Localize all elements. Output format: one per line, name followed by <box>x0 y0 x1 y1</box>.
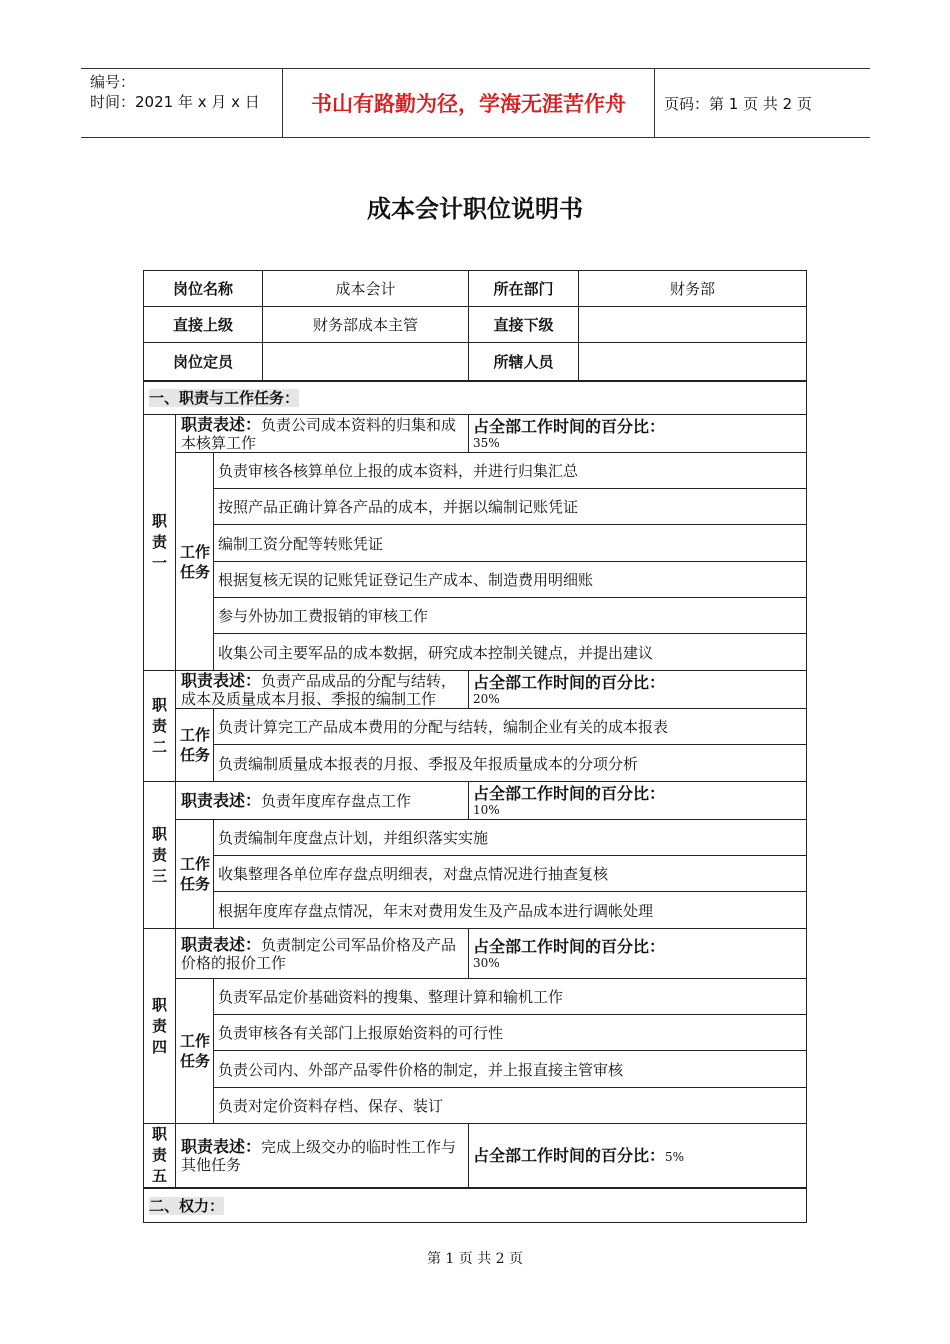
post-name-value: 成本会计 <box>263 271 469 307</box>
pct-value: 20% <box>473 691 500 706</box>
duty-desc-text: 负责制定公司军品价格及产品价格的报价工作 <box>181 935 457 972</box>
duty-1-name <box>144 415 176 671</box>
task-row <box>144 1015 807 1051</box>
task-item: 编制工资分配等转账凭证 <box>214 525 807 562</box>
task-item: 收集整理各单位库存盘点明细表，对盘点情况进行抽查复核 <box>214 856 807 892</box>
section-row <box>144 381 807 415</box>
duty-4-desc <box>176 929 469 979</box>
tasks-label <box>176 453 214 671</box>
document-title: 成本会计职位说明书 <box>367 195 583 223</box>
task-row <box>144 453 807 489</box>
task-item: 负责公司内、外部产品零件价格的制定，并上报直接主管审核 <box>214 1051 807 1088</box>
task-item: 按照产品正确计算各产品的成本，并据以编制记账凭证 <box>214 489 807 525</box>
duty-2-desc <box>176 671 469 709</box>
duty-3-desc <box>176 782 469 820</box>
tasks-label-text: 工作任务 <box>179 726 210 764</box>
dept-label: 所在部门 <box>469 271 579 307</box>
pct-value: 10% <box>473 802 500 817</box>
page-footer: 第 1 页 共 2 页 <box>426 1251 524 1267</box>
task-item: 负责军品定价基础资料的搜集、整理计算和输机工作 <box>214 979 807 1015</box>
desc-label: 职责表述： <box>181 414 262 434</box>
subordinate-value <box>579 307 807 343</box>
job-description-table <box>143 270 807 1223</box>
pct-label: 占全部工作时间的百分比： <box>473 672 666 692</box>
info-row <box>144 271 807 307</box>
duty-5-name <box>144 1124 176 1189</box>
duty-3-label: 职责三 <box>151 824 167 885</box>
task-item: 根据年度库存盘点情况，年末对费用发生及产品成本进行调帐处理 <box>214 892 807 929</box>
quota-label: 岗位定员 <box>144 343 263 381</box>
task-row <box>144 745 807 782</box>
subordinate-label: 直接下级 <box>469 307 579 343</box>
task-row <box>144 1051 807 1088</box>
task-row <box>144 525 807 562</box>
dept-value: 财务部 <box>579 271 807 307</box>
task-item: 根据复核无误的记账凭证登记生产成本、制造费用明细账 <box>214 562 807 598</box>
section-2-heading: 二、权力： <box>149 1196 225 1215</box>
task-row <box>144 892 807 929</box>
pct-label: 占全部工作时间的百分比： <box>473 783 666 803</box>
section-1-heading: 一、职责与工作任务： <box>149 389 300 408</box>
duty-2-pct <box>469 671 807 709</box>
task-row <box>144 856 807 892</box>
pct-value: 5% <box>665 1149 685 1164</box>
tasks-label <box>176 979 214 1124</box>
task-item: 收集公司主要军品的成本数据，研究成本控制关键点，并提出建议 <box>214 634 807 671</box>
task-row <box>144 820 807 856</box>
duty-desc-text: 负责年度库存盘点工作 <box>261 791 412 810</box>
task-item: 负责计算完工产品成本费用的分配与结转，编制企业有关的成本报表 <box>214 709 807 745</box>
desc-label: 职责表述： <box>181 670 262 690</box>
time-label: 时间：2021 年 x 月 x 日 <box>90 93 260 111</box>
duty-1-desc <box>176 415 469 453</box>
superior-label: 直接上级 <box>144 307 263 343</box>
duty-1-label: 职责一 <box>151 512 167 572</box>
duty-3-name <box>144 782 176 929</box>
pct-label: 占全部工作时间的百分比： <box>473 416 666 436</box>
duty-4-label: 职责四 <box>151 995 167 1056</box>
pct-value: 35% <box>473 435 500 450</box>
header-page-info: 页码：第 1 页 共 2 页 <box>664 94 812 113</box>
header-slogan: 书山有路勤为径，学海无涯苦作舟 <box>283 69 655 137</box>
task-item: 负责审核各有关部门上报原始资料的可行性 <box>214 1015 807 1051</box>
number-label: 编号： <box>90 73 136 91</box>
quota-value <box>263 343 469 381</box>
info-row <box>144 343 807 381</box>
document-header <box>81 68 870 138</box>
task-row <box>144 634 807 671</box>
duty-row <box>144 1124 807 1189</box>
desc-label: 职责表述： <box>181 1136 262 1156</box>
task-row <box>144 562 807 598</box>
tasks-label <box>176 709 214 782</box>
duty-1-pct <box>469 415 807 453</box>
task-row <box>144 709 807 745</box>
duty-5-pct <box>469 1124 807 1189</box>
task-row <box>144 979 807 1015</box>
duty-desc-text: 负责产品成品的分配与结转，成本及质量成本月报、季报的编制工作 <box>181 671 457 708</box>
duty-row <box>144 782 807 820</box>
duty-row <box>144 929 807 979</box>
duty-row <box>144 415 807 453</box>
pct-value: 30% <box>473 955 500 970</box>
duty-3-pct <box>469 782 807 820</box>
duty-2-label: 职责二 <box>151 695 167 756</box>
task-item: 负责编制年度盘点计划，并组织落实实施 <box>214 820 807 856</box>
staff-value <box>579 343 807 381</box>
desc-label: 职责表述： <box>181 790 262 810</box>
superior-value: 财务部成本主管 <box>263 307 469 343</box>
task-item: 负责审核各核算单位上报的成本资料，并进行归集汇总 <box>214 453 807 489</box>
tasks-label-text: 工作任务 <box>179 855 210 893</box>
duty-4-name <box>144 929 176 1124</box>
task-item: 负责对定价资料存档、保存、装订 <box>214 1088 807 1124</box>
info-row <box>144 307 807 343</box>
duty-row <box>144 671 807 709</box>
task-row <box>144 598 807 634</box>
pct-label: 占全部工作时间的百分比： <box>473 936 666 956</box>
task-row <box>144 489 807 525</box>
duty-5-label: 职责五 <box>151 1125 167 1185</box>
desc-label: 职责表述： <box>181 934 262 954</box>
pct-label: 占全部工作时间的百分比： <box>473 1145 666 1165</box>
section-row <box>144 1188 807 1222</box>
post-name-label: 岗位名称 <box>144 271 263 307</box>
task-item: 负责编制质量成本报表的月报、季报及年报质量成本的分项分析 <box>214 745 807 782</box>
header-meta <box>81 69 283 137</box>
duty-4-pct <box>469 929 807 979</box>
duty-5-desc <box>176 1124 469 1189</box>
tasks-label-text: 工作任务 <box>179 542 210 581</box>
duty-desc-text: 负责公司成本资料的归集和成本核算工作 <box>181 415 457 452</box>
tasks-label <box>176 820 214 929</box>
task-item: 参与外协加工费报销的审核工作 <box>214 598 807 634</box>
duty-desc-text: 完成上级交办的临时性工作与其他任务 <box>181 1137 457 1174</box>
tasks-label-text: 工作任务 <box>179 1032 210 1070</box>
staff-label: 所辖人员 <box>469 343 579 381</box>
duty-2-name <box>144 671 176 782</box>
task-row <box>144 1088 807 1124</box>
